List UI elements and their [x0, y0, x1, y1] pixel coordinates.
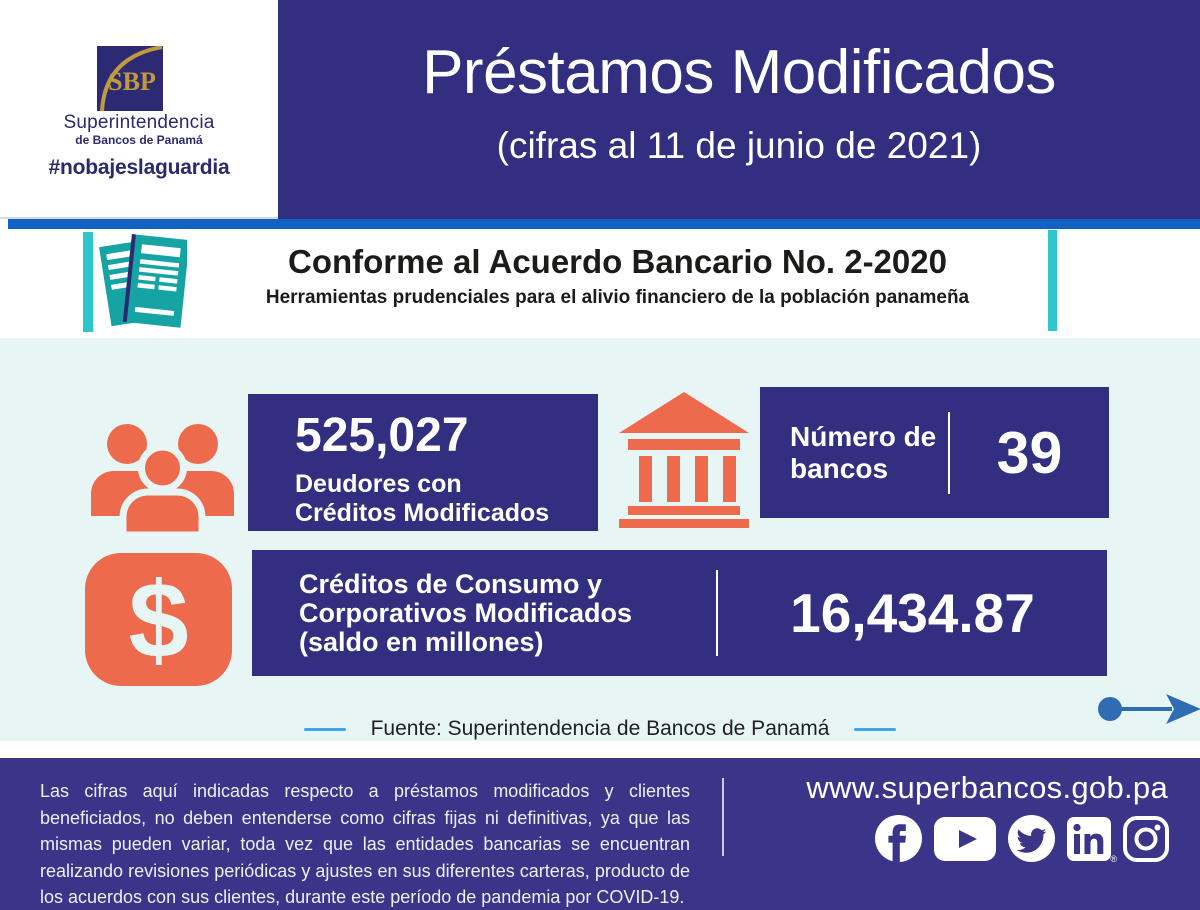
- credits-value: 16,434.87: [790, 582, 1035, 644]
- page-subtitle: (cifras al 11 de junio de 2021): [496, 125, 982, 166]
- bank-building-icon: [619, 392, 749, 528]
- org-name: Superintendencia: [63, 112, 215, 133]
- credits-label: Créditos de Consumo y Corporativos Modificados (saldo en millones): [299, 568, 633, 657]
- brand-card: [0, 0, 278, 219]
- header-band: [0, 0, 1200, 219]
- linkedin-icon[interactable]: [1067, 817, 1117, 864]
- agreement-text: [185, 243, 1050, 309]
- debtors-people-icon: [83, 421, 242, 535]
- agreement-title: Conforme al Acuerdo Bancario No. 2-2020: [288, 243, 947, 280]
- footer-band: [0, 758, 1200, 910]
- credits-stat-box: [252, 550, 1107, 676]
- debtors-label: Deudores con Créditos Modificados: [295, 470, 550, 527]
- banks-stat-box: [760, 387, 1109, 518]
- website-link[interactable]: www.superbancos.gob.pa: [806, 770, 1168, 805]
- banks-label: Número de bancos: [790, 420, 937, 484]
- social-icons-row: [875, 815, 1169, 862]
- teal-accent-bar-left: [83, 232, 93, 332]
- debtors-stat-box: [248, 394, 598, 531]
- registered-mark: ®: [1110, 853, 1117, 864]
- disclaimer-text: Las cifras aquí indicadas respecto a préstamos modificados y clientes beneficiados, no deben entenderse como cifras fijas ni definitivas, ya que las mismas pueden variar, toda vez que las entidades bancarias se encuentran realizando revisiones periódicas y ajustes en sus diferentes carteras, producto de los acuerdos con sus clientes, durante este período de pandemia por COVID-19.: [40, 781, 690, 907]
- header-titles: [278, 38, 1200, 167]
- agreement-subtitle: Herramientas prudenciales para el alivio financiero de la población panameña: [265, 287, 970, 308]
- footer-divider: [722, 778, 724, 856]
- campaign-hashtag: #nobajeslaguardia: [48, 156, 230, 179]
- source-row: [0, 713, 1200, 745]
- documents-icon: [99, 231, 187, 335]
- source-dash-right: [854, 728, 896, 731]
- source-dash-left: [304, 728, 346, 731]
- banks-value: 39: [996, 419, 1063, 486]
- org-subname: de Bancos de Panamá: [75, 133, 203, 147]
- divider-stripe: [8, 219, 1200, 229]
- facebook-icon[interactable]: [875, 815, 922, 862]
- source-text: Fuente: Superintendencia de Bancos de Panamá: [370, 717, 830, 740]
- dollar-symbol: $: [128, 558, 189, 680]
- agreement-band: [0, 229, 1200, 338]
- twitter-icon[interactable]: [1008, 815, 1055, 862]
- debtors-value: 525,027: [295, 409, 469, 462]
- dollar-icon: [85, 553, 232, 686]
- instagram-icon[interactable]: [1123, 816, 1169, 862]
- sbp-logo-icon: [97, 46, 163, 111]
- youtube-icon[interactable]: [934, 817, 996, 861]
- stats-section: [0, 338, 1200, 741]
- sbp-logo-text: SBP: [108, 67, 156, 96]
- page-title: Préstamos Modificados: [422, 38, 1056, 107]
